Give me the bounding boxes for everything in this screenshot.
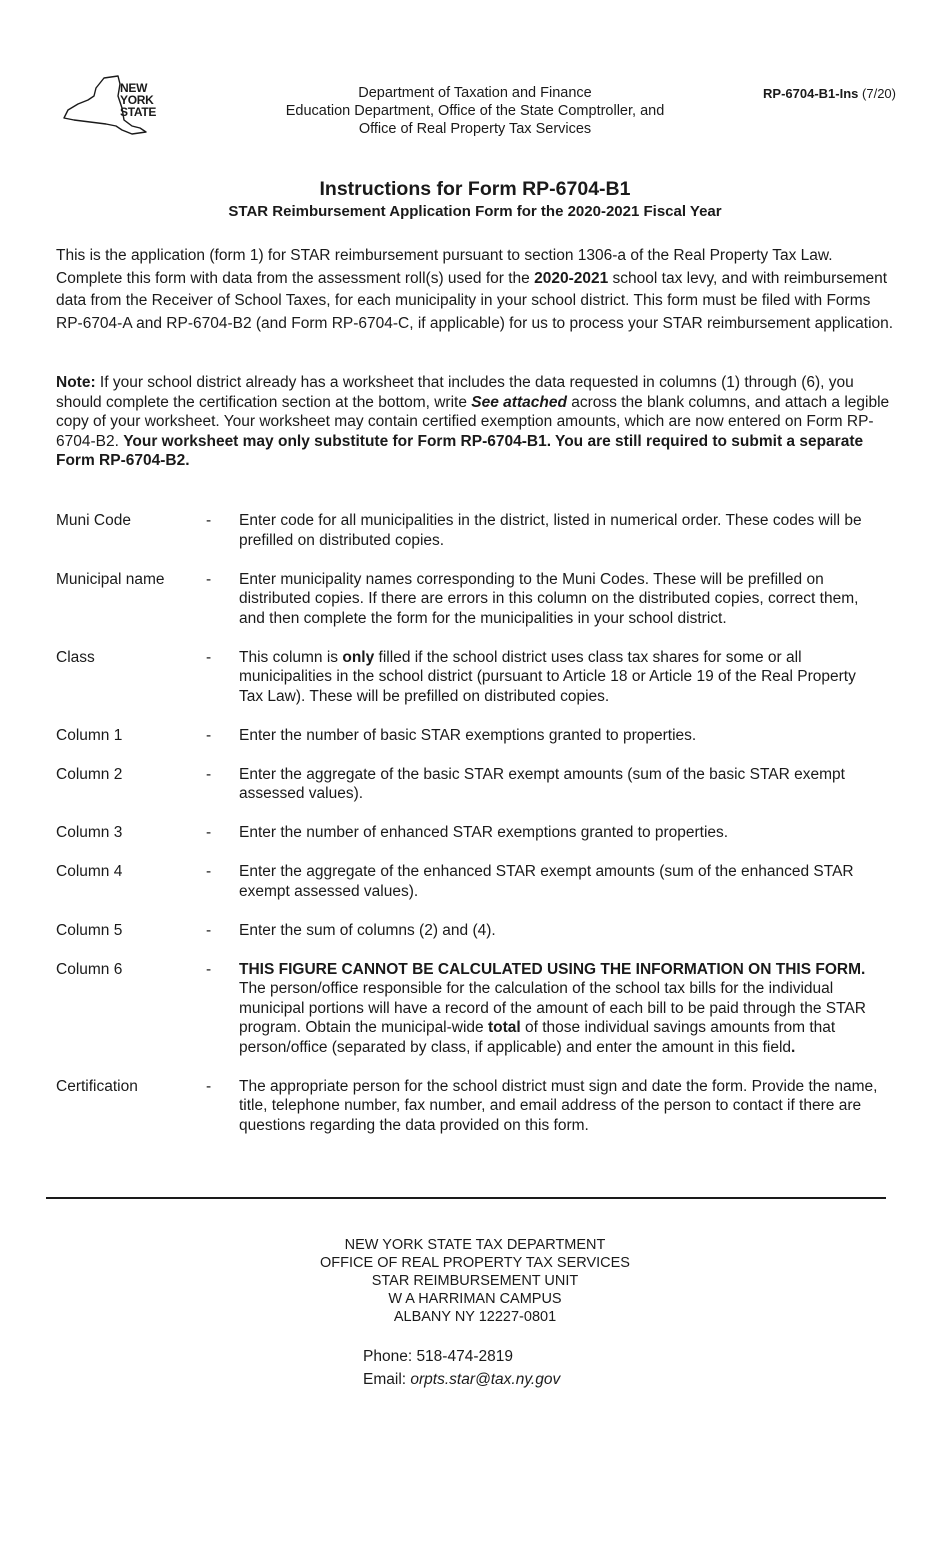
definition-dash: -: [206, 1077, 212, 1095]
definition-text: Enter the aggregate of the basic STAR exempt amounts (sum of the basic STAR exempt assessed values).: [239, 765, 845, 802]
definition-text-part: filled if the school district uses class tax shares for some or all municipalities in the school district (pursuant to Article 18 or Article 19 of the Real Property Tax Law). These will be prefilled on distributed copies.: [239, 648, 856, 705]
definition-dash: -: [206, 765, 212, 783]
email-address[interactable]: orpts.star@tax.ny.gov: [410, 1371, 561, 1388]
definition-term: Column 5: [56, 921, 123, 939]
contact-info: [363, 1345, 763, 1391]
definition-term: Column 4: [56, 863, 123, 880]
definition-row: [56, 862, 896, 901]
definition-term: Column 3: [56, 824, 123, 841]
address-line: W A HARRIMAN CAMPUS: [388, 1291, 562, 1307]
definition-row: [56, 960, 896, 1058]
form-number: [700, 86, 896, 101]
note-emphasis: Your worksheet may only substitute for Form RP-6704-B1. You are still required to submit a separate Form RP-6704-B2.: [56, 432, 864, 469]
definition-row: [56, 648, 896, 707]
logo-wordmark: [120, 82, 156, 118]
definition-term: Column 2: [56, 765, 123, 783]
definition-text: [239, 960, 879, 1058]
definition-emphasis: THIS FIGURE CANNOT BE CALCULATED USING THE INFORMATION ON THIS FORM.: [239, 960, 866, 978]
definition-term: Column 6: [56, 960, 123, 978]
definition-dash: -: [206, 570, 212, 588]
definition-dash: -: [206, 960, 212, 978]
note-see-attached: See attached: [471, 393, 567, 411]
page-subtitle: STAR Reimbursement Application Form for the 2020-2021 Fiscal Year: [228, 203, 722, 220]
definition-term: Column 1: [56, 726, 123, 744]
mailing-address: [220, 1236, 730, 1326]
definition-dash: -: [206, 726, 212, 744]
nys-logo: [60, 74, 170, 142]
address-line: ALBANY NY 12227-0801: [393, 1309, 557, 1325]
definition-row: [56, 1077, 896, 1136]
definition-emphasis: total: [487, 1019, 521, 1036]
definition-row: [56, 765, 896, 804]
definition-row: [56, 570, 896, 629]
department-line: Education Department, Office of the State Comptroller, and: [285, 103, 665, 119]
phone-label: Phone:: [363, 1348, 417, 1365]
logo-line: NEW: [120, 81, 148, 95]
definition-emphasis: only: [342, 648, 375, 666]
definition-text-part: of those individual savings amounts from that person/office (separated by class, if applicable) and enter the amount in this field: [239, 1019, 836, 1056]
address-line: STAR REIMBURSEMENT UNIT: [371, 1273, 579, 1289]
phone-line: [363, 1345, 763, 1368]
department-header: [230, 84, 720, 138]
department-line: Department of Taxation and Finance: [358, 85, 592, 101]
definition-text: Enter the sum of columns (2) and (4).: [239, 921, 496, 939]
definition-text: [239, 648, 879, 707]
intro-text: This is the application (form 1) for STAR reimbursement pursuant to section 1306-a of the Real Property Tax Law. Complete this form with data from the assessment roll(s) used for the: [56, 247, 833, 287]
note-text: If your school district already has a worksheet that includes the data requested in columns (1) through (6), you should complete the certification section at the bottom, write: [56, 374, 854, 411]
definition-term: Class: [56, 648, 95, 666]
definition-dash: -: [206, 512, 212, 529]
definition-emphasis: .: [791, 1038, 796, 1056]
definition-text-part: The person/office responsible for the calculation of the school tax bills for the individual municipal portions will have a record of the amount of each bill to be paid through the STAR program. Obtain the municipal-wide: [239, 980, 866, 1036]
page-title: Instructions for Form RP-6704-B1: [319, 178, 631, 200]
definition-text: Enter the number of basic STAR exemptions granted to properties.: [239, 726, 697, 744]
definition-text: Enter municipality names corresponding to the Muni Codes. These will be prefilled on distributed copies. If there are errors in this column on the distributed copies, correct them, and then complete the form for the municipalities in your school district.: [239, 570, 859, 627]
definition-term: Certification: [56, 1077, 138, 1095]
definition-row: [56, 823, 896, 843]
address-line: OFFICE OF REAL PROPERTY TAX SERVICES: [320, 1255, 630, 1271]
address-line: NEW YORK STATE TAX DEPARTMENT: [344, 1237, 606, 1253]
definition-row: [56, 921, 896, 941]
definition-dash: -: [206, 648, 212, 666]
email-label: Email:: [363, 1371, 411, 1388]
definitions-list: [56, 511, 896, 1155]
intro-paragraph: [56, 245, 896, 335]
form-date: (7/20): [862, 86, 896, 101]
definition-text-part: This column is: [239, 648, 343, 666]
definition-row: [56, 726, 896, 746]
definition-dash: -: [206, 921, 212, 939]
definition-term: Muni Code: [56, 512, 131, 529]
definition-row: [56, 511, 896, 550]
logo-line: STATE: [120, 105, 157, 119]
logo-line: YORK: [120, 93, 154, 107]
note-label: Note:: [56, 374, 96, 391]
intro-year: 2020-2021: [534, 269, 609, 287]
definition-text: The appropriate person for the school district must sign and date the form. Provide the name, title, telephone number, fax number, and email address of the person to contact if there are questions regarding the data provided on this form.: [239, 1077, 878, 1134]
phone-number: 518-474-2819: [416, 1348, 513, 1365]
note-text: across the blank columns, and attach a legible copy of your worksheet. Your worksheet may contain certified exemption amounts, which are now entered on Form RP-6704-B2.: [56, 393, 890, 450]
definition-dash: -: [206, 824, 212, 841]
department-line: Office of Real Property Tax Services: [358, 121, 592, 137]
definition-text: Enter the aggregate of the enhanced STAR exempt amounts (sum of the enhanced STAR exempt assessed values).: [239, 863, 854, 900]
section-divider: [46, 1197, 886, 1199]
definition-term: Municipal name: [56, 570, 165, 588]
intro-text: school tax levy, and with reimbursement data from the Receiver of School Taxes, for each municipality in your school district. This form must be filed with Forms RP-6704-A and RP-6704-B2 (and Form RP-6704-C, if applicable) for us to process your STAR reimbursement application.: [56, 269, 894, 332]
note-paragraph: [56, 373, 896, 471]
definition-text: Enter the number of enhanced STAR exemptions granted to properties.: [239, 824, 729, 841]
form-code: RP-6704-B1-Ins: [763, 86, 859, 101]
email-line: [363, 1368, 763, 1391]
definition-dash: -: [206, 863, 212, 880]
definition-text: Enter code for all municipalities in the district, listed in numerical order. These codes will be prefilled on distributed copies.: [239, 512, 862, 549]
